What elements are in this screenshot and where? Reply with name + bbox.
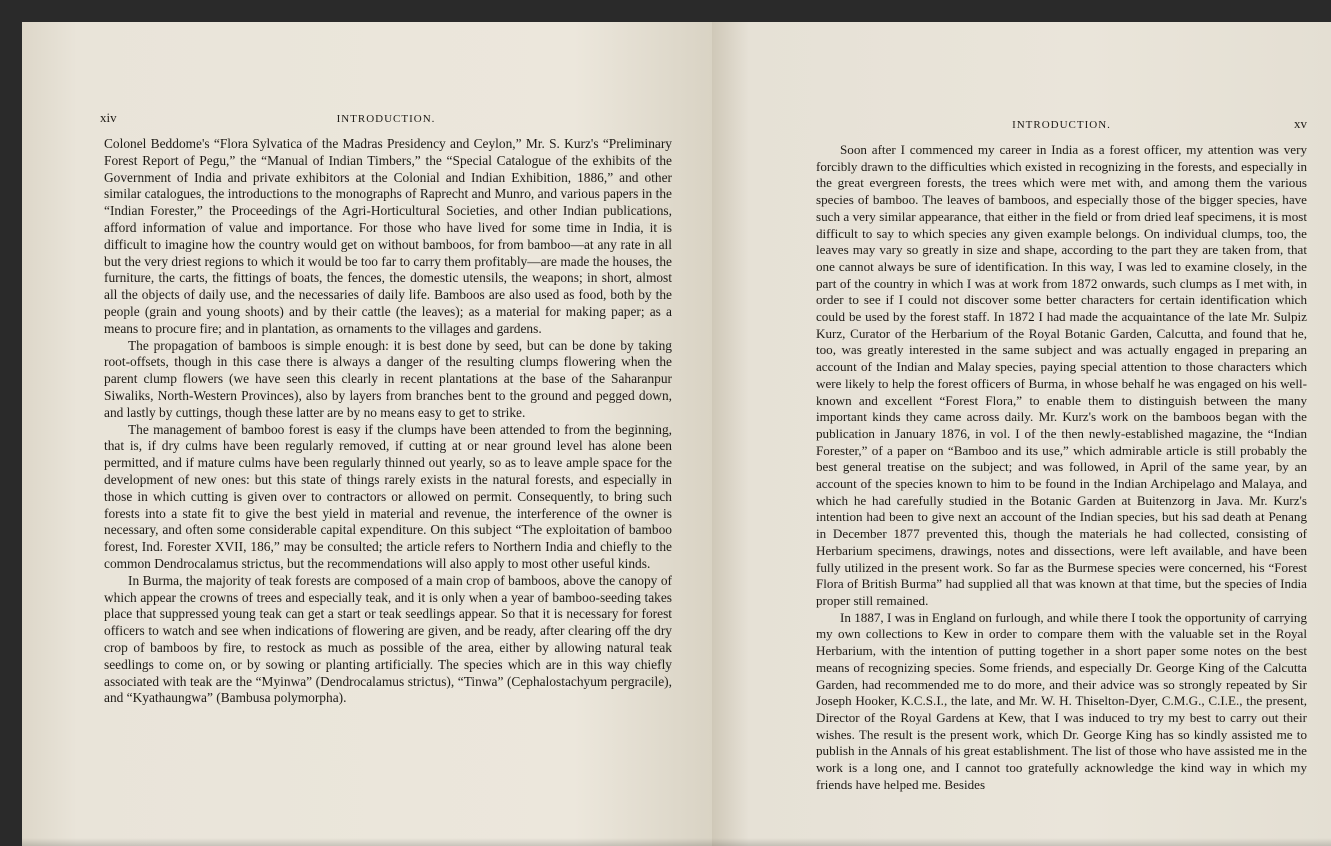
right-running-head (816, 116, 1307, 132)
right-folio: xv (1294, 116, 1307, 131)
left-running-title: INTRODUCTION. (336, 113, 436, 125)
left-running-head (100, 110, 672, 126)
left-paragraph: Colonel Beddome's “Flora Sylvatica of the Madras Presidency and Ceylon,” Mr. S. Kurz's “Preliminary Forest Report of Pegu,” the “Manual of Indian Timbers,” the “Special Catalogue of the exhibits of the Government of India and private exhibitors at the Colonial and Indian Exhibition, 1886,” and other similar catalogues, the introductions to the monographs of Raprecht and Munro, and various papers in the “Indian Forester,” the Proceedings of the Agri-Horticultural Societies, and other Indian publications, afford information of value and importance. For those who have lived for some time in India, it is difficult to imagine how the country would get on without bamboos, for from bamboo—at any rate in all but the very driest regions to which it would be too far to carry them profitably—are made the houses, the furniture, the carts, the fittings of boats, the fences, the domestic utensils, the weapons; in short, almost all the objects of daily use, and the necessaries of daily life. Bamboos are also used as food, both by the people (grain and young shoots) and by their cattle (the leaves); as a material for making paper; as a means to procure fire; and in plantation, as ornaments to the villages and gardens. (104, 136, 672, 336)
left-paragraph: The propagation of bamboos is simple enough: it is best done by seed, but can be done by taking root-offsets, though in this case there is always a danger of the resulting clumps flowering when the parent clump flowers (we have seen this clearly in recent plantations at the base of the Saharanpur Siwaliks, North-Western Provinces), also by layers from branches bent to the ground and pegged down, and lastly by cuttings, though these latter are by no means easy to get to strike. (104, 337, 672, 420)
right-page (712, 22, 1331, 846)
left-paragraph: The management of bamboo forest is easy if the clumps have been attended to from the beginning, that is, if dry culms have been regularly removed, if cutting at or near ground level has alone been permitted, and if mature culms have been regularly thinned out yearly, so as to leave ample space for the development of new ones: but this state of things rarely exists in the natural forests, and especially in those in which cutting is given over to contractors or allowed on permit. Consequently, to bring such forests into a state fit to give the best yield in material and revenue, the interference of the owner is necessary, and often some considerable capital expenditure. On this subject “The exploitation of bamboo forest, Ind. Forester XVII, 186,” may be consulted; the article refers to Northern India and chiefly to the common Dendrocalamus strictus, but the recommendations will also apply to most other useful kinds. (104, 421, 672, 571)
right-paragraph: Soon after I commenced my career in India as a forest officer, my attention was very forcibly drawn to the difficulties which existed in recognizing in the forests, and especially in the great evergreen forests, the trees which were met with, and among them the various species of bamboo. The leaves of bamboos, and especially those of the bigger species, have such a very similar appearance, that either in the field or from dried leaf specimens, it is most difficult to say to which species any given example belongs. On individual clumps, too, the leaves may vary so greatly in size and shape, according to the part they are taken from, that one cannot always be sure of identification. In this way, I was led to examine closely, in the part of the country in which I was at work from 1872 onwards, such clumps as I met with, in order to see if I could not discover some better characters for certain identification which could be used by the forest staff. In 1872 I had made the acquaintance of the late Mr. Sulpiz Kurz, Curator of the Herbarium of the Royal Botanic Garden, Calcutta, and found that he, too, was greatly interested in the same subject and was actually engaged in preparing an account of the Indian and Malay species, paying special attention to those characters which were likely to help the forest officers of Burma, in whose behalf he was engaged on his well-known and excellent “Forest Flora,” to enable them to distinguish between the many important kinds they came across daily. Mr. Kurz's work on the bamboos began with the publication in January 1876, in vol. I of the then newly-established magazine, the “Indian Forester,” of a paper on “Bamboo and its use,” which admirable article is still probably the best general treatise on the subject; and was followed, in April of the same year, by an account of the species known to him to be found in the Indian Archipelago and Malaya, and which he had carefully studied in the Botanic Garden at Buitenzorg in Java. Mr. Kurz's intention had been to give next an account of the Indian species, but his sad death at Penang in December 1877 prevented this, though the materials he had collected, consisting of Herbarium specimens, drawings, notes and dissections, were left available, and have been fully utilized in the present work. So far as the Burmese species were concerned, his “Forest Flora of British Burma” had supplied all that was known at that time, but the species of India proper still remained. (816, 142, 1307, 608)
left-paragraph: In Burma, the majority of teak forests are composed of a main crop of bamboos, above the canopy of which appear the crowns of trees and especially teak, and it is only when a year of bamboo-seeding takes place that suppressed young teak can get a start or teak seedlings appear. So that it is necessary for forest officers to watch and see when indications of flowering are given, and be ready, after clearing off the dry crop of bamboos by fire, to restock as much as possible of the area, either by allowing natural teak seedlings to come on, or by sowing or planting artificially. The species which are in this way chiefly associated with teak are the “Myinwa” (Dendrocalamus strictus), “Tinwa” (Cephalostachyum pergracile), and “Kyathaungwa” (Bambusa polymorpha). (104, 572, 672, 706)
right-running-title: INTRODUCTION. (1012, 119, 1111, 131)
left-page (22, 22, 712, 846)
left-folio: xiv (100, 110, 117, 125)
right-paragraph: In 1887, I was in England on furlough, and while there I took the opportunity of carrying my own collections to Kew in order to compare them with the valuable set in the Royal Herbarium, with the intention of putting together in a short paper some notes on the best means of recognizing species. Some friends, and especially Dr. George King of the Calcutta Garden, had recommended me to do more, and their advice was so strongly repeated by Sir Joseph Hooker, K.C.S.I., the late, and Mr. W. H. Thiselton-Dyer, C.M.G., C.I.E., the present, Director of the Royal Gardens at Kew, that I was induced to try my best to carry out their wishes. The result is the present work, which Dr. George King has so kindly assisted me to publish in the Annals of his great establishment. The list of those who have assisted me in the work is a long one, and I cannot too gratefully acknowledge the kind way in which my friends have helped me. Besides (816, 609, 1307, 792)
